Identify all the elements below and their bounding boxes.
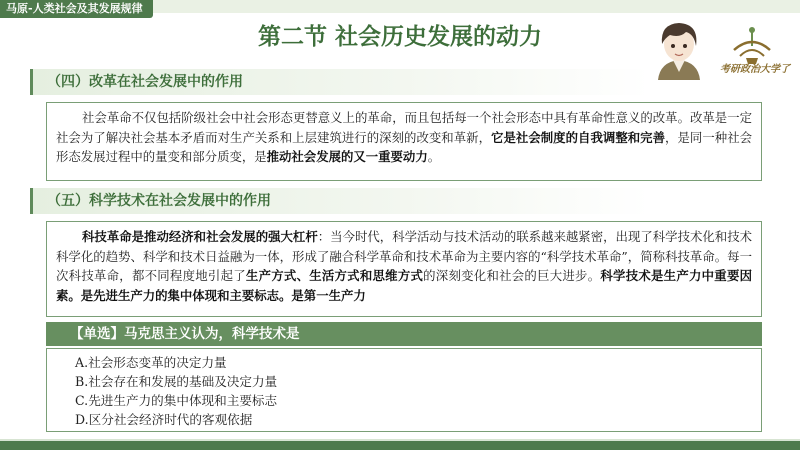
option-d[interactable]: D.区分社会经济时代的客观依据: [75, 412, 253, 427]
option-b[interactable]: B.社会存在和发展的基础及决定力量: [75, 374, 278, 389]
question-stem: 【单选】马克思主义认为，科学技术是: [46, 322, 762, 346]
science-text-box: [46, 221, 762, 317]
section-heading-science: （五）科学技术在社会发展中的作用: [30, 188, 650, 214]
reform-bold-1: 它是社会制度的自我调整和完善: [491, 129, 666, 145]
bottom-band: [0, 441, 800, 450]
options-box: [46, 348, 762, 432]
page-title: 第二节 社会历史发展的动力: [257, 24, 542, 50]
reform-bold-2: 推动社会发展的又一重要动力: [266, 149, 428, 164]
brand-logo-text: 考研政治大学了: [720, 64, 790, 75]
science-bold-1: 生产方式、生活方式和思维方式: [245, 268, 424, 283]
science-bold-2: 科学技术是生产力中重要因素。是先进生产力的集中体现和主要标志。是第一生产力: [56, 268, 753, 303]
science-text-2: 的深刻变化和社会的巨大进步。: [423, 268, 601, 283]
reform-text-3: 。: [427, 149, 441, 164]
reform-text-1: 社会革命不仅包括阶级社会中社会形态更替意义上的革命，而且包括每一个社会形态中具有革命性意义的改革。改革是一定社会为了解决社会基本矛盾而对生产关系和上层建筑进行的深刻的改变和革新，: [56, 110, 752, 145]
science-bold-0: 科技革命是推动经济和社会发展的强大杠杆: [82, 229, 318, 244]
chapter-tag: 马原-人类社会及其发展规律: [0, 0, 153, 18]
reform-text-2: ，是同一种社会形态发展过程中的量变和部分质变，是: [56, 129, 753, 164]
avatar: [650, 16, 708, 80]
option-c[interactable]: C.先进生产力的集中体现和主要标志: [75, 393, 278, 408]
option-a[interactable]: A.社会形态变革的决定力量: [75, 355, 227, 370]
reform-text-box: [46, 102, 762, 181]
section-heading-reform: （四）改革在社会发展中的作用: [30, 69, 650, 95]
science-text-1: ：当今时代，科学活动与技术活动的联系越来越紧密，出现了科学技术化和技术科学化的趋势、科学和技术日益融为一体，形成了融合科学革命和技术革命为主要内容的“科学技术革命”，简称科技革命。每一次科技革命，都不同程度地引起了: [56, 229, 753, 283]
